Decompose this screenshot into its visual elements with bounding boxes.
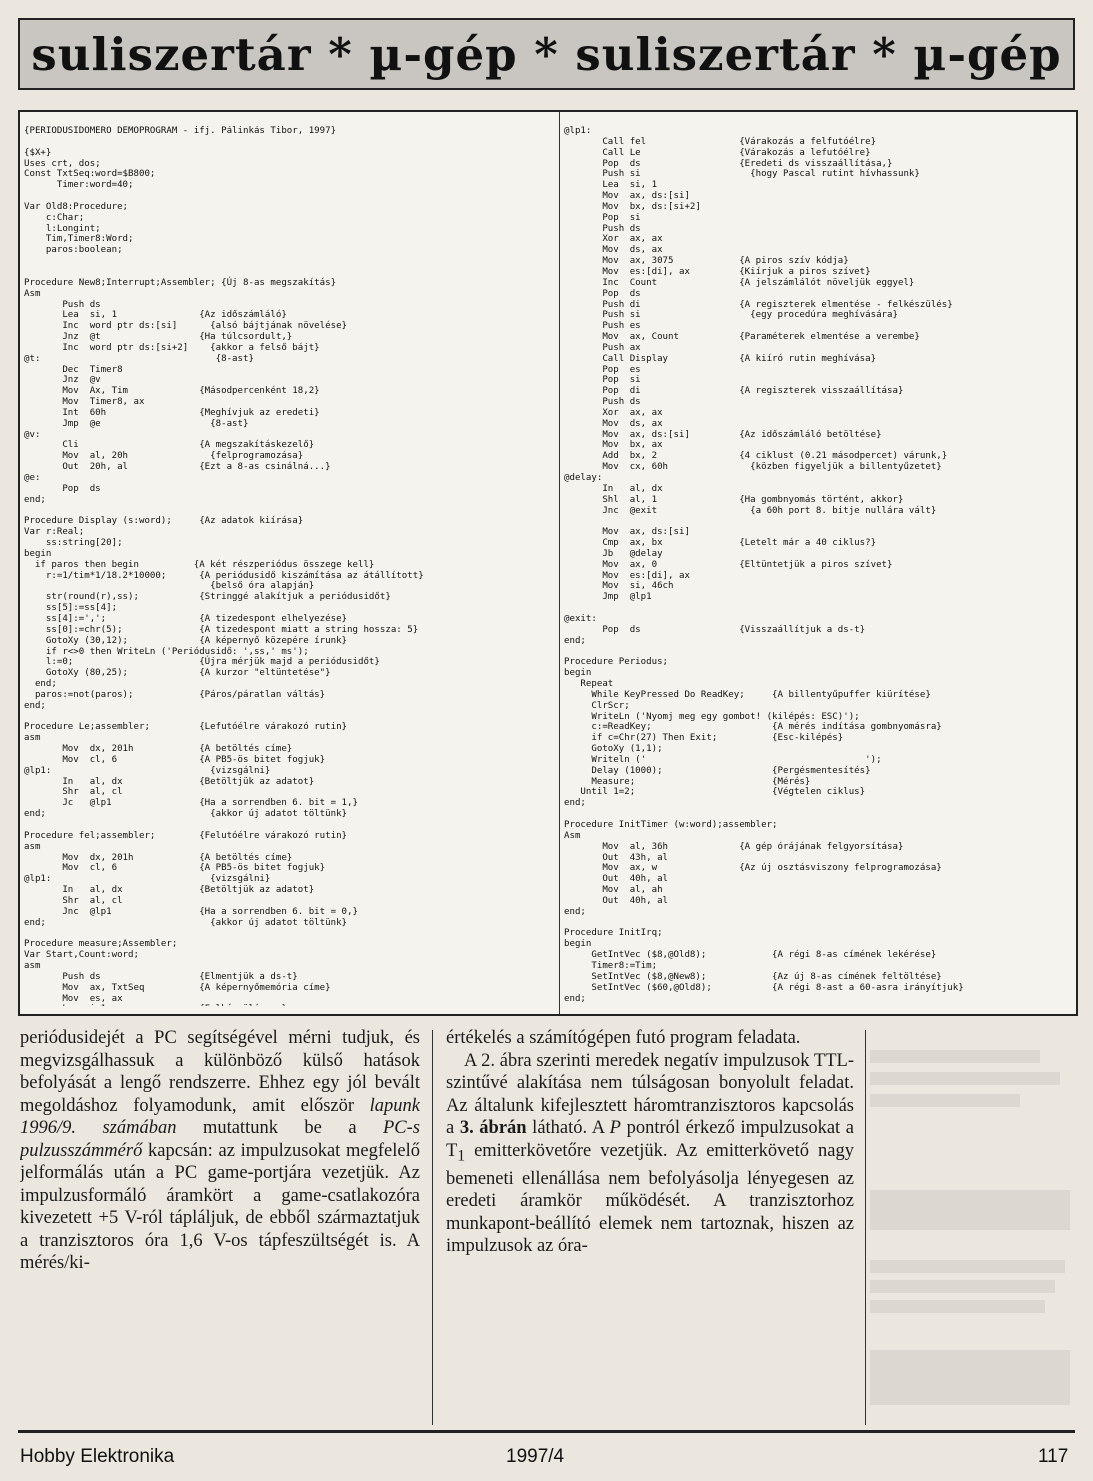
- article-paragraph: értékelés a számítógépen futó program feladata.: [446, 1028, 801, 1048]
- text-run: kapcsán: az impulzusokat megfelelő jelformálás után a PC game-portjára vezetjük. Az impulzusformáló áramkört a game-csatlakozóra kivezetett +5 V-ról tápláljuk, de ebből származtatjuk a tranzisztoros óra 1,6 V-os tápfeszültségét is. A mérés/ki-: [20, 1140, 420, 1273]
- show-through-block: [870, 1350, 1070, 1405]
- text-run: mutattunk be a: [176, 1118, 383, 1138]
- text-run: A 2. ábra szerinti meredek negatív impulzusok TTL-szintűvé alakítása nem túlságosan bonyolult feladat. Az általunk kifejlesztett háromtranzisztoros kapcsolás a: [446, 1050, 854, 1138]
- magazine-name: Hobby Elektronika: [20, 1446, 175, 1467]
- article-paragraph: [446, 1050, 854, 1258]
- subscript: 1: [457, 1147, 466, 1165]
- column-rule: [432, 1030, 433, 1425]
- column-rule: [865, 1030, 866, 1425]
- issue-number: 1997/4: [506, 1446, 565, 1467]
- footer-rule: [18, 1430, 1075, 1433]
- device-name: PC-s pulzusszámmérő: [20, 1118, 420, 1161]
- issue-reference: lapunk 1996/9. számában: [20, 1095, 420, 1138]
- listing-left-column: [24, 126, 554, 1006]
- article-text-left: [20, 1027, 420, 1427]
- text-run: emitterkövetőre vezetjük. Az emitterkövető nagy bemeneti ellenállása nem befolyásolja lényegesen az eredeti áramkör működését. A tranzisztorhoz munkapont-beállító elemek nem tartoznak, hiszen az impulzusok az óra-: [446, 1140, 854, 1257]
- listing-left-code: {PERIÓDUSIDŐMÉRŐ DEMÓPROGRAM - ifj. Pálinkás Tibor, 1997} {$X+} Uses crt, dos; Const TxtSeq:word=$B800; Timer:word=40; Var Old8:Procedure; c:Char; l:Longint; Tim,Timer8:Word; paros:boolean; Procedure New8;Interrupt;Assembler; {Új 8-as megszakítás} Asm Push ds Lea si, 1 {Az időszámláló} Inc word ptr ds:[si] {alsó bájtjának növelése} Jnz @t {Ha túlcsordult,} Inc word ptr ds:[si+2] {akkor a felső bájt} @t: {8-ast} Dec Timer8 Jnz @v Mov Ax, Tim {Másodpercenként 18,2} Mov Timer8, ax Int 60h {Meghívjuk az eredeti} Jmp @e {8-ast} @v: Cli {A megszakításkezelő} Mov al, 20h {felprogramozása} Out 20h, al {Ezt a 8-as csinálná...} @e: Pop ds end; Procedure Display (s:word); {Az adatok kiírása} Var r:Real; ss:string[20]; begin if paros then begin {A két részperiódus összege kell} r:=1/tim*1/18.2*10000; {A periódusidő kiszámítása az átállított} {belső óra alapján} str(round(r),ss); {Stringgé alakítjuk a periódusidőt} ss[5]:=ss[4]; ss[4]:=','; {A tizedespont elhelyezése} ss[0]:=chr(5); {A tizedespont miatt a string hossza: 5} GotoXy (30,12); {A képernyő közepére írunk} if r<>0 then WriteLn ('Periódusidő: ',ss,' ms'); l:=0; {Újra mérjük majd a periódusidőt} GotoXy (80,25); {A kurzor "eltüntetése"} end; paros:=not(paros); {Páros/páratlan váltás} end; Procedure Le;assembler; {Lefutóélre várakozó rutin} asm Mov dx, 201h {A betöltés címe} Mov cl, 6 {A PB5-ös bitet fogjuk} @lp1: {vizsgálni} In al, dx {Betöltjük az adatot} Shr al, cl Jc @lp1 {Ha a sorrendben 6. bit = 1,} end; {akkor új adatot töltünk} Procedure fel;assembler; {Felutóélre várakozó rutin} asm Mov dx, 201h {A betöltés címe} Mov cl, 6 {A PB5-ös bitet fogjuk} @lp1: {vizsgálni} In al, dx {Betöltjük az adatot} Shr al, cl Jnc @lp1 {Ha a sorrendben 6. bit = 0,} end; {akkor új adatot töltünk} Procedure measure;Assembler; Var Start,Count:word; asm Push ds {Elmentjük a ds-t} Mov ax, TxtSeq {A képernyőmemória címe} Mov es, ax: [24, 126, 424, 1004]
- article-text-right: [446, 1027, 854, 1427]
- show-through-line: [870, 1260, 1065, 1273]
- listing-column-divider: [559, 112, 560, 1016]
- show-through-line: [870, 1072, 1060, 1085]
- page-number: 117: [1038, 1446, 1069, 1467]
- listing-right-column: [564, 126, 1072, 1006]
- text-run: látható. A: [526, 1118, 610, 1138]
- text-run: periódusidejét a PC segítségével mérni tudjuk, és megvizsgálhassuk a különböző külső hatások befolyását a lengő rendszerre. Ehhez egy jól bevált megoldáshoz folyamodunk, amit először: [20, 1028, 420, 1116]
- show-through-line: [870, 1280, 1055, 1293]
- show-through-area: [870, 1030, 1080, 1430]
- listing-right-code: @lp1: Call fel {Várakozás a felfutóélre} Call Le {Várakozás a lefutóélre} Pop ds {Eredeti ds visszaállítása,} Push si {hogy Pascal rutint hívhassunk} Lea si, 1 Mov ax, ds:[si] Mov bx, ds:[si+2] Pop si Push ds Xor ax, ax Mov ds, ax Mov ax, 3075 {A piros szív kódja} Mov es:[di], ax {Kiírjuk a piros szívet} Inc Count {A jelszámlálót növeljük eggyel} Pop ds Push di {A regiszterek elmentése - felkészülés} Push si {egy procedúra meghívására} Push es Mov ax, Count {Paraméterek elmentése a verembe} Push ax Call Display {A kiíró rutin meghívása} Pop es Pop si Pop di {A regiszterek visszaállítása} Push ds Xor ax, ax Mov ds, ax Mov ax, ds:[si] {Az időszámláló betöltése} Mov bx, ax Add bx, 2 {4 ciklust (0.21 másodpercet) várunk,} Mov cx, 60h {közben figyeljük a billentyűzetet} @delay: In al, dx Shl al, 1 {Ha gombnyomás történt, akkor} Jnc @exit {a 60h port 8. bitje nullára vált} Mov ax, ds:[si] Cmp ax, bx {Letelt már a 40 ciklus?} Jb @delay Mov ax, 0 {Eltüntetjük a piros szívet} Mov es:[di], ax Mov si, 46ch Jmp @lp1 @exit: Pop ds {Visszaállítjuk a ds-t} end; Procedure Periodus; begin Repeat While KeyPressed Do ReadKey; {A billentyűpuffer kiürítése} ClrScr; WriteLn ('Nyomj meg egy gombot! (kilépés: ESC)'); c:=ReadKey; {A mérés indítása gombnyomásra} if c=Chr(27) Then Exit; {Esc-kilépés} GotoXy (1,1); Writeln (' '); Delay (1000); {Pergésmentesítés} Measure; {Mérés} Until 1=2; {Végtelen ciklus} end; Procedure InitTimer (w:word);assembler; Asm Mov al, 36h {A gép órájának felgyorsítása} Out 43h, al Mov ax, w {Az új osztásviszony felprogramozása} Out 40h, al Mov al, ah Out 40h, al end; Procedure InitIrq; begin GetIntVec ($8,@Old8); {A régi 8-as címének lekérése} Timer8:=Tim; SetIntVec ($8,@New8); {Az új 8-as címének feltöltése} SetIntVec ($60,@Old8); {A régi 8-ast a 60-asra irányítjuk} end;: [564, 126, 964, 1004]
- point-label: P: [609, 1118, 621, 1138]
- program-listing-box: [18, 110, 1078, 1016]
- show-through-line: [870, 1300, 1045, 1313]
- text-run: pontról érkező impulzusokat a T: [446, 1118, 854, 1161]
- show-through-block: [870, 1190, 1070, 1230]
- banner-title: suliszertár * µ-gép * suliszertár * µ-gép: [31, 27, 1062, 81]
- show-through-line: [870, 1050, 1040, 1063]
- section-banner: [18, 18, 1075, 90]
- article-paragraph: [20, 1027, 420, 1275]
- show-through-line: [870, 1094, 1020, 1107]
- figure-reference: 3. ábrán: [459, 1118, 527, 1138]
